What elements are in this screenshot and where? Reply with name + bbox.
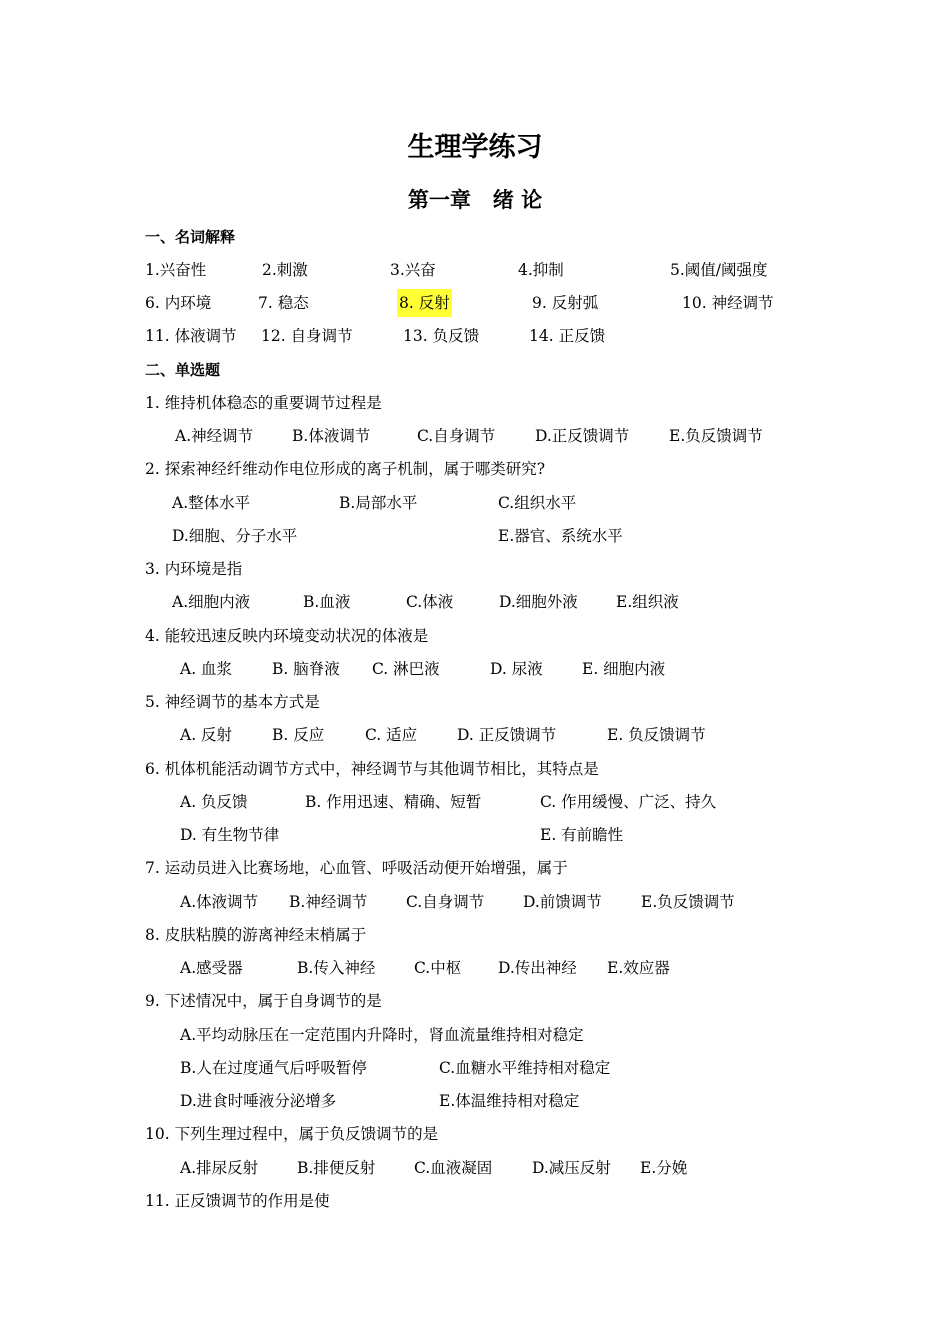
option: A.整体水平	[172, 494, 251, 512]
question-stem: 5. 神经调节的基本方式是	[145, 693, 320, 711]
term: 2.刺激	[262, 261, 308, 279]
options-row	[180, 1021, 820, 1049]
option: B.体液调节	[292, 427, 371, 445]
section-heading-single-choice: 二、单选题	[145, 361, 221, 379]
options-row	[180, 655, 820, 683]
option: B.神经调节	[289, 893, 368, 911]
option: B.人在过度通气后呼吸暂停	[180, 1059, 367, 1077]
option: C.自身调节	[406, 893, 485, 911]
term: 4.抑制	[518, 261, 564, 279]
option: B.血液	[303, 593, 351, 611]
term: 13. 负反馈	[403, 327, 480, 345]
option: C. 淋巴液	[372, 660, 440, 678]
option: E.分娩	[640, 1159, 688, 1177]
term: 7. 稳态	[258, 294, 309, 312]
option: E.效应器	[607, 959, 670, 977]
option: B.排便反射	[297, 1159, 376, 1177]
option: D. 有生物节律	[180, 826, 280, 844]
option: D.传出神经	[498, 959, 577, 977]
option: A.排尿反射	[180, 1159, 259, 1177]
option: C.血糖水平维持相对稳定	[439, 1059, 611, 1077]
question-stem: 2. 探索神经纤维动作电位形成的离子机制，属于哪类研究?	[145, 460, 546, 478]
option: E.负反馈调节	[669, 427, 763, 445]
term-highlighted: 8. 反射	[397, 289, 452, 317]
term: 1.兴奋性	[145, 261, 207, 279]
option: C.中枢	[414, 959, 462, 977]
question-stem: 9. 下述情况中，属于自身调节的是	[145, 992, 382, 1010]
options-row	[175, 422, 815, 450]
options-row	[172, 522, 812, 550]
option: B.局部水平	[339, 494, 418, 512]
option: C.血液凝固	[414, 1159, 493, 1177]
option: E.组织液	[616, 593, 679, 611]
option: D. 尿液	[490, 660, 543, 678]
question-stem: 1. 维持机体稳态的重要调节过程是	[145, 394, 382, 412]
option: A. 反射	[180, 726, 233, 744]
option: D.减压反射	[532, 1159, 611, 1177]
option: A. 负反馈	[180, 793, 248, 811]
question-stem: 3. 内环境是指	[145, 560, 243, 578]
options-row	[180, 1087, 820, 1115]
option: B. 作用迅速、精确、短暂	[305, 793, 482, 811]
term: 3.兴奋	[390, 261, 436, 279]
term: 5.阈值/阈强度	[670, 261, 768, 279]
option: B.传入神经	[297, 959, 376, 977]
option: C. 适应	[365, 726, 418, 744]
option: A.感受器	[180, 959, 243, 977]
question-stem: 10. 下列生理过程中，属于负反馈调节的是	[145, 1125, 439, 1143]
question-stem: 7. 运动员进入比赛场地，心血管、呼吸活动便开始增强，属于	[145, 859, 568, 877]
option: A.平均动脉压在一定范围内升降时，肾血流量维持相对稳定	[180, 1026, 584, 1044]
terms-row-1	[145, 256, 845, 284]
option: E.体温维持相对稳定	[439, 1092, 580, 1110]
term: 9. 反射弧	[532, 294, 599, 312]
option: A.体液调节	[180, 893, 259, 911]
option: C. 作用缓慢、广泛、持久	[540, 793, 717, 811]
term: 14. 正反馈	[529, 327, 606, 345]
chapter-title: 第一章 绪 论	[407, 188, 543, 212]
option: D.进食时唾液分泌增多	[180, 1092, 337, 1110]
option: D.前馈调节	[523, 893, 602, 911]
options-row	[180, 954, 820, 982]
option: D. 正反馈调节	[457, 726, 557, 744]
options-row	[180, 888, 820, 916]
option: C.自身调节	[417, 427, 496, 445]
options-row	[180, 788, 820, 816]
term: 11. 体液调节	[145, 327, 237, 345]
terms-row-3	[145, 322, 845, 350]
question-stem: 6. 机体机能活动调节方式中，神经调节与其他调节相比，其特点是	[145, 760, 599, 778]
options-row	[172, 489, 812, 517]
option: B. 脑脊液	[272, 660, 340, 678]
option: A.细胞内液	[172, 593, 251, 611]
option: D.正反馈调节	[535, 427, 630, 445]
options-row	[180, 721, 820, 749]
terms-row-2	[145, 289, 845, 317]
section-heading-terms: 一、名词解释	[145, 228, 236, 246]
options-row	[180, 1054, 820, 1082]
page-title: 生理学练习	[407, 132, 543, 163]
option: C.组织水平	[498, 494, 577, 512]
question-stem: 11. 正反馈调节的作用是使	[145, 1192, 330, 1210]
term: 6. 内环境	[145, 294, 212, 312]
option: E. 负反馈调节	[607, 726, 706, 744]
option: E.器官、系统水平	[498, 527, 623, 545]
option: A. 血浆	[180, 660, 233, 678]
options-row	[172, 588, 812, 616]
question-stem: 4. 能较迅速反映内环境变动状况的体液是	[145, 627, 429, 645]
options-row	[180, 1154, 820, 1182]
option: E. 细胞内液	[582, 660, 666, 678]
term: 10. 神经调节	[682, 294, 774, 312]
option: D.细胞外液	[499, 593, 578, 611]
option: B. 反应	[272, 726, 325, 744]
option: E.负反馈调节	[641, 893, 735, 911]
option: D.细胞、分子水平	[172, 527, 298, 545]
option: C.体液	[406, 593, 454, 611]
question-stem: 8. 皮肤粘膜的游离神经末梢属于	[145, 926, 367, 944]
term: 12. 自身调节	[261, 327, 353, 345]
option: A.神经调节	[175, 427, 254, 445]
options-row	[180, 821, 820, 849]
option: E. 有前瞻性	[540, 826, 624, 844]
